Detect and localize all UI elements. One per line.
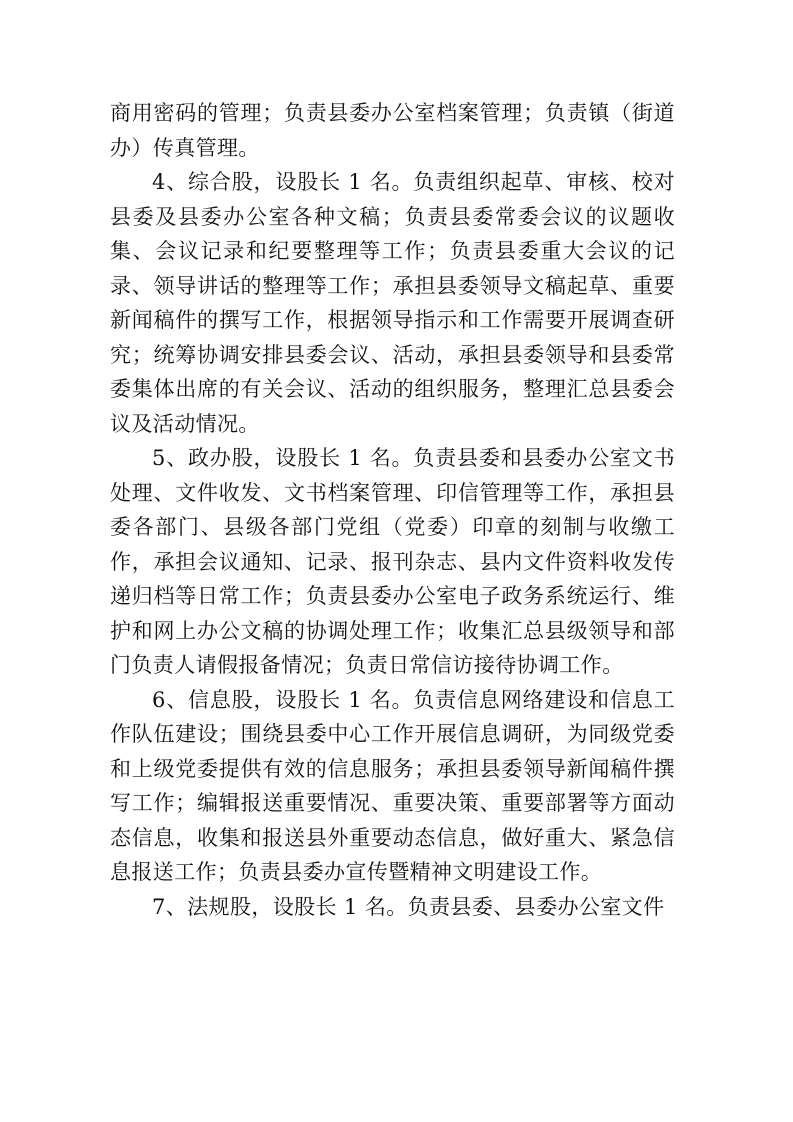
document-page: [110, 96, 675, 924]
paragraph-item-7: 7、法规股，设股长 1 名。负责县委、县委办公室文件: [152, 894, 665, 919]
paragraph-continuation: 商用密码的管理；负责县委办公室档案管理；负责镇（街道办）传真管理。: [110, 101, 675, 160]
paragraph-item-5: 5、政办股，设股长 1 名。负责县委和县委办公室文书处理、文件收发、文书档案管理、印信管理等工作，承担县委各部门、县级各部门党组（党委）印章的刻制与收缴工作，承担会议通知、记录、报刊杂志、县内文件资料收发传递归档等日常工作；负责县委办公室电子政务系统运行、维护和网上办公文稿的协调处理工作；收集汇总县级领导和部门负责人请假报备情况；负责日常信访接待协调工作。: [110, 446, 675, 677]
paragraph-item-6: 6、信息股，设股长 1 名。负责信息网络建设和信息工作队伍建设；围绕县委中心工作开展信息调研，为同级党委和上级党委提供有效的信息服务；承担县委领导新闻稿件撰写工作；编辑报送重要情况、重要决策、重要部署等方面动态信息，收集和报送县外重要动态信息，做好重大、紧急信息报送工作；负责县委办宣传暨精神文明建设工作。: [110, 687, 675, 884]
paragraph-item-4: 4、综合股，设股长 1 名。负责组织起草、审核、校对县委及县委办公室各种文稿；负责县委常委会议的议题收集、会议记录和纪要整理等工作；负责县委重大会议的记录、领导讲话的整理等工作；承担县委领导文稿起草、重要新闻稿件的撰写工作，根据领导指示和工作需要开展调查研究；统筹协调安排县委会议、活动，承担县委领导和县委常委集体出席的有关会议、活动的组织服务，整理汇总县委会议及活动情况。: [110, 170, 675, 436]
